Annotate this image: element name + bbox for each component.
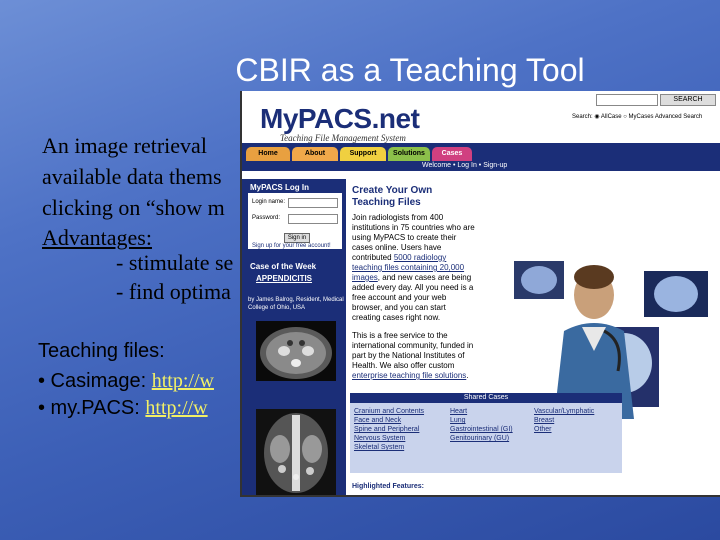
- category-link[interactable]: Lung: [450, 417, 466, 424]
- signup-link[interactable]: Sign up for your free account!: [252, 243, 331, 249]
- site-tagline: Teaching File Management System: [280, 133, 406, 143]
- bullet-casimage: [38, 370, 214, 393]
- category-link[interactable]: Cranium and Contents: [354, 408, 425, 415]
- case-of-week-link[interactable]: APPENDICITIS: [256, 274, 313, 283]
- radiologist-photo: [494, 231, 718, 419]
- advantage-1: - stimulate se: [116, 250, 234, 275]
- login-title: MyPACS Log In: [250, 183, 309, 192]
- teaching-files-label: Teaching files:: [38, 340, 165, 362]
- category-link[interactable]: Vascular/Lymphatic: [534, 408, 595, 415]
- body-line-2: available data thems: [42, 164, 222, 189]
- service-text-b: .: [466, 371, 469, 380]
- category-link[interactable]: Face and Neck: [354, 417, 402, 424]
- intro-text-b: , and new cases are being added every day. All you need is a free account and your web browser, and you can start creating cases right now.: [352, 273, 474, 322]
- advantage-2: - find optima: [116, 279, 231, 304]
- category-link[interactable]: Spine and Peripheral: [354, 426, 420, 433]
- body-line-1: An image retrieval: [42, 133, 207, 158]
- category-link[interactable]: Gastrointestinal (GI): [450, 426, 513, 433]
- category-link[interactable]: Other: [534, 426, 552, 433]
- ct-scan-image[interactable]: [256, 321, 336, 381]
- password-input[interactable]: [288, 214, 338, 224]
- highlighted-features-title: Highlighted Features:: [352, 483, 424, 490]
- service-paragraph: [352, 331, 476, 381]
- teaching-files-link[interactable]: 5000 radiology teaching files containing 20,000 images: [352, 253, 465, 282]
- shared-cases-body: [350, 403, 622, 473]
- tab-about[interactable]: About: [292, 147, 338, 161]
- search-button[interactable]: SEARCH: [660, 94, 716, 106]
- tab-support[interactable]: Support: [340, 147, 386, 161]
- tab-cases[interactable]: Cases: [432, 147, 472, 161]
- category-link[interactable]: Skeletal System: [354, 444, 405, 451]
- login-box: [248, 193, 342, 249]
- advantages-heading: Advantages:: [42, 225, 152, 250]
- case-byline: by James Balrog, Resident, Medical College of Ohio, USA: [248, 297, 344, 311]
- bullet-casimage-label: • Casimage:: [38, 370, 152, 392]
- signin-button[interactable]: Sign in: [284, 233, 310, 243]
- casimage-link[interactable]: http://w: [151, 370, 214, 392]
- shared-cases-title: Shared Cases: [350, 393, 622, 403]
- shared-cases-panel: [350, 393, 622, 473]
- mypacs-screenshot: [240, 91, 720, 497]
- ct-coronal-image[interactable]: [256, 409, 336, 495]
- category-link[interactable]: Nervous System: [354, 435, 406, 442]
- intro-paragraph: [352, 213, 476, 323]
- login-name-input[interactable]: [288, 198, 338, 208]
- search-options[interactable]: Search: ◉ AllCase ○ MyCases Advanced Search: [572, 114, 703, 120]
- create-files-title: Create Your Own Teaching Files: [352, 185, 433, 208]
- sub-nav-links[interactable]: Welcome • Log In • Sign-up: [422, 162, 508, 169]
- service-text-a: This is a free service to the international community, funded in part by the National Institutes of Health. We also offer custom: [352, 331, 474, 370]
- password-label: Password:: [252, 215, 281, 221]
- site-logo: MyPACS.net: [260, 103, 420, 134]
- intro-text-a: Join radiologists from 400 institutions in 75 countries who are using MyPACS to create their cases online. Users have contributed: [352, 213, 475, 262]
- slide-title: CBIR as a Teaching Tool: [235, 52, 585, 88]
- mypacs-link[interactable]: http://w: [145, 397, 208, 419]
- search-input[interactable]: [596, 94, 658, 106]
- bullet-mypacs-label: • my.PACS:: [38, 397, 146, 419]
- tab-solutions[interactable]: Solutions: [388, 147, 430, 161]
- case-of-week-title: Case of the Week: [250, 262, 317, 271]
- tab-home[interactable]: Home: [246, 147, 290, 161]
- bullet-mypacs: [38, 397, 208, 420]
- category-link[interactable]: Heart: [450, 408, 468, 415]
- category-link[interactable]: Breast: [534, 417, 555, 424]
- login-name-label: Login name:: [252, 199, 286, 205]
- enterprise-link[interactable]: enterprise teaching file solutions: [352, 371, 467, 380]
- category-link[interactable]: Genitourinary (GU): [450, 435, 510, 442]
- body-line-3: clicking on “show m: [42, 195, 225, 220]
